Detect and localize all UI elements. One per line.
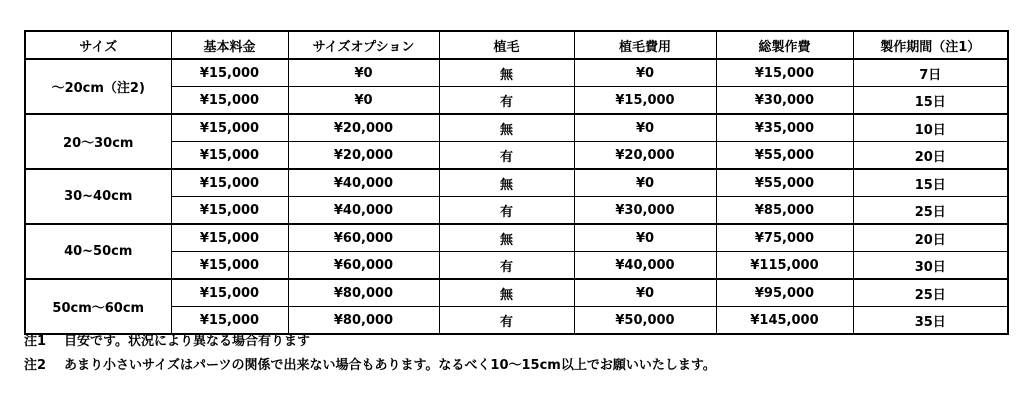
size-option-cell: ¥60,000: [288, 224, 439, 252]
base-fee-cell: ¥15,000: [171, 252, 288, 280]
total-cost-cell: ¥75,000: [716, 224, 853, 252]
header-size: サイズ: [25, 31, 171, 59]
header-size-option: サイズオプション: [288, 31, 439, 59]
header-base-fee: 基本料金: [171, 31, 288, 59]
production-period-cell: 15日: [853, 169, 1008, 197]
hair-planting-cell: 無: [439, 224, 574, 252]
size-cell: 30~40cm: [25, 169, 171, 224]
header-hair-planting: 植毛: [439, 31, 574, 59]
table-row: [25, 197, 1008, 225]
hair-planting-fee-cell: ¥30,000: [574, 197, 716, 225]
table-header-row: [25, 31, 1008, 59]
base-fee-cell: ¥15,000: [171, 197, 288, 225]
hair-planting-cell: 有: [439, 252, 574, 280]
table-row: [25, 87, 1008, 115]
footnote-2: [24, 354, 716, 378]
header-total-cost: 総製作費: [716, 31, 853, 59]
hair-planting-cell: 無: [439, 114, 574, 142]
total-cost-cell: ¥55,000: [716, 142, 853, 170]
total-cost-cell: ¥30,000: [716, 87, 853, 115]
production-period-cell: 35日: [853, 307, 1008, 335]
hair-planting-fee-cell: ¥15,000: [574, 87, 716, 115]
hair-planting-cell: 有: [439, 87, 574, 115]
production-period-cell: 15日: [853, 87, 1008, 115]
total-cost-cell: ¥145,000: [716, 307, 853, 335]
hair-planting-fee-cell: ¥0: [574, 114, 716, 142]
table-row: [25, 252, 1008, 280]
footnote-1-tag: 注1: [24, 334, 47, 349]
size-option-cell: ¥20,000: [288, 142, 439, 170]
base-fee-cell: ¥15,000: [171, 279, 288, 307]
production-period-cell: 10日: [853, 114, 1008, 142]
hair-planting-cell: 無: [439, 59, 574, 87]
size-option-cell: ¥0: [288, 87, 439, 115]
size-option-cell: ¥40,000: [288, 169, 439, 197]
hair-planting-cell: 有: [439, 307, 574, 335]
total-cost-cell: ¥85,000: [716, 197, 853, 225]
size-cell: 40~50cm: [25, 224, 171, 279]
base-fee-cell: ¥15,000: [171, 307, 288, 335]
hair-planting-cell: 無: [439, 169, 574, 197]
size-option-cell: ¥40,000: [288, 197, 439, 225]
size-option-cell: ¥80,000: [288, 279, 439, 307]
hair-planting-fee-cell: ¥0: [574, 59, 716, 87]
footnotes: [24, 330, 716, 378]
hair-planting-fee-cell: ¥0: [574, 169, 716, 197]
hair-planting-fee-cell: ¥20,000: [574, 142, 716, 170]
size-cell: ～20cm（注2): [25, 59, 171, 114]
base-fee-cell: ¥15,000: [171, 224, 288, 252]
production-period-cell: 30日: [853, 252, 1008, 280]
hair-planting-cell: 有: [439, 197, 574, 225]
production-period-cell: 20日: [853, 142, 1008, 170]
total-cost-cell: ¥115,000: [716, 252, 853, 280]
production-period-cell: 20日: [853, 224, 1008, 252]
size-option-cell: ¥20,000: [288, 114, 439, 142]
total-cost-cell: ¥15,000: [716, 59, 853, 87]
table-row: [25, 59, 1008, 87]
price-table: [24, 30, 1009, 335]
footnote-1-text: 目安です。状況により異なる場合有ります: [64, 334, 310, 349]
size-cell: 50cm～60cm: [25, 279, 171, 334]
hair-planting-fee-cell: ¥0: [574, 224, 716, 252]
production-period-cell: 7日: [853, 59, 1008, 87]
size-option-cell: ¥80,000: [288, 307, 439, 335]
base-fee-cell: ¥15,000: [171, 59, 288, 87]
footnote-1: [24, 330, 716, 354]
hair-planting-fee-cell: ¥50,000: [574, 307, 716, 335]
base-fee-cell: ¥15,000: [171, 142, 288, 170]
table-row: [25, 169, 1008, 197]
table-row: [25, 142, 1008, 170]
hair-planting-fee-cell: ¥40,000: [574, 252, 716, 280]
header-production-period: 製作期間（注1）: [853, 31, 1008, 59]
total-cost-cell: ¥55,000: [716, 169, 853, 197]
hair-planting-cell: 有: [439, 142, 574, 170]
production-period-cell: 25日: [853, 197, 1008, 225]
hair-planting-cell: 無: [439, 279, 574, 307]
size-option-cell: ¥0: [288, 59, 439, 87]
hair-planting-fee-cell: ¥0: [574, 279, 716, 307]
table-row: [25, 224, 1008, 252]
table-row: [25, 279, 1008, 307]
total-cost-cell: ¥95,000: [716, 279, 853, 307]
size-option-cell: ¥60,000: [288, 252, 439, 280]
size-cell: 20～30cm: [25, 114, 171, 169]
header-hair-planting-fee: 植毛費用: [574, 31, 716, 59]
base-fee-cell: ¥15,000: [171, 114, 288, 142]
base-fee-cell: ¥15,000: [171, 169, 288, 197]
base-fee-cell: ¥15,000: [171, 87, 288, 115]
footnote-2-tag: 注2: [24, 358, 47, 373]
footnote-2-text: あまり小さいサイズはパーツの関係で出来ない場合もあります。なるべく10～15cm以上でお願いいたします。: [64, 358, 716, 373]
production-period-cell: 25日: [853, 279, 1008, 307]
total-cost-cell: ¥35,000: [716, 114, 853, 142]
table-row: [25, 114, 1008, 142]
